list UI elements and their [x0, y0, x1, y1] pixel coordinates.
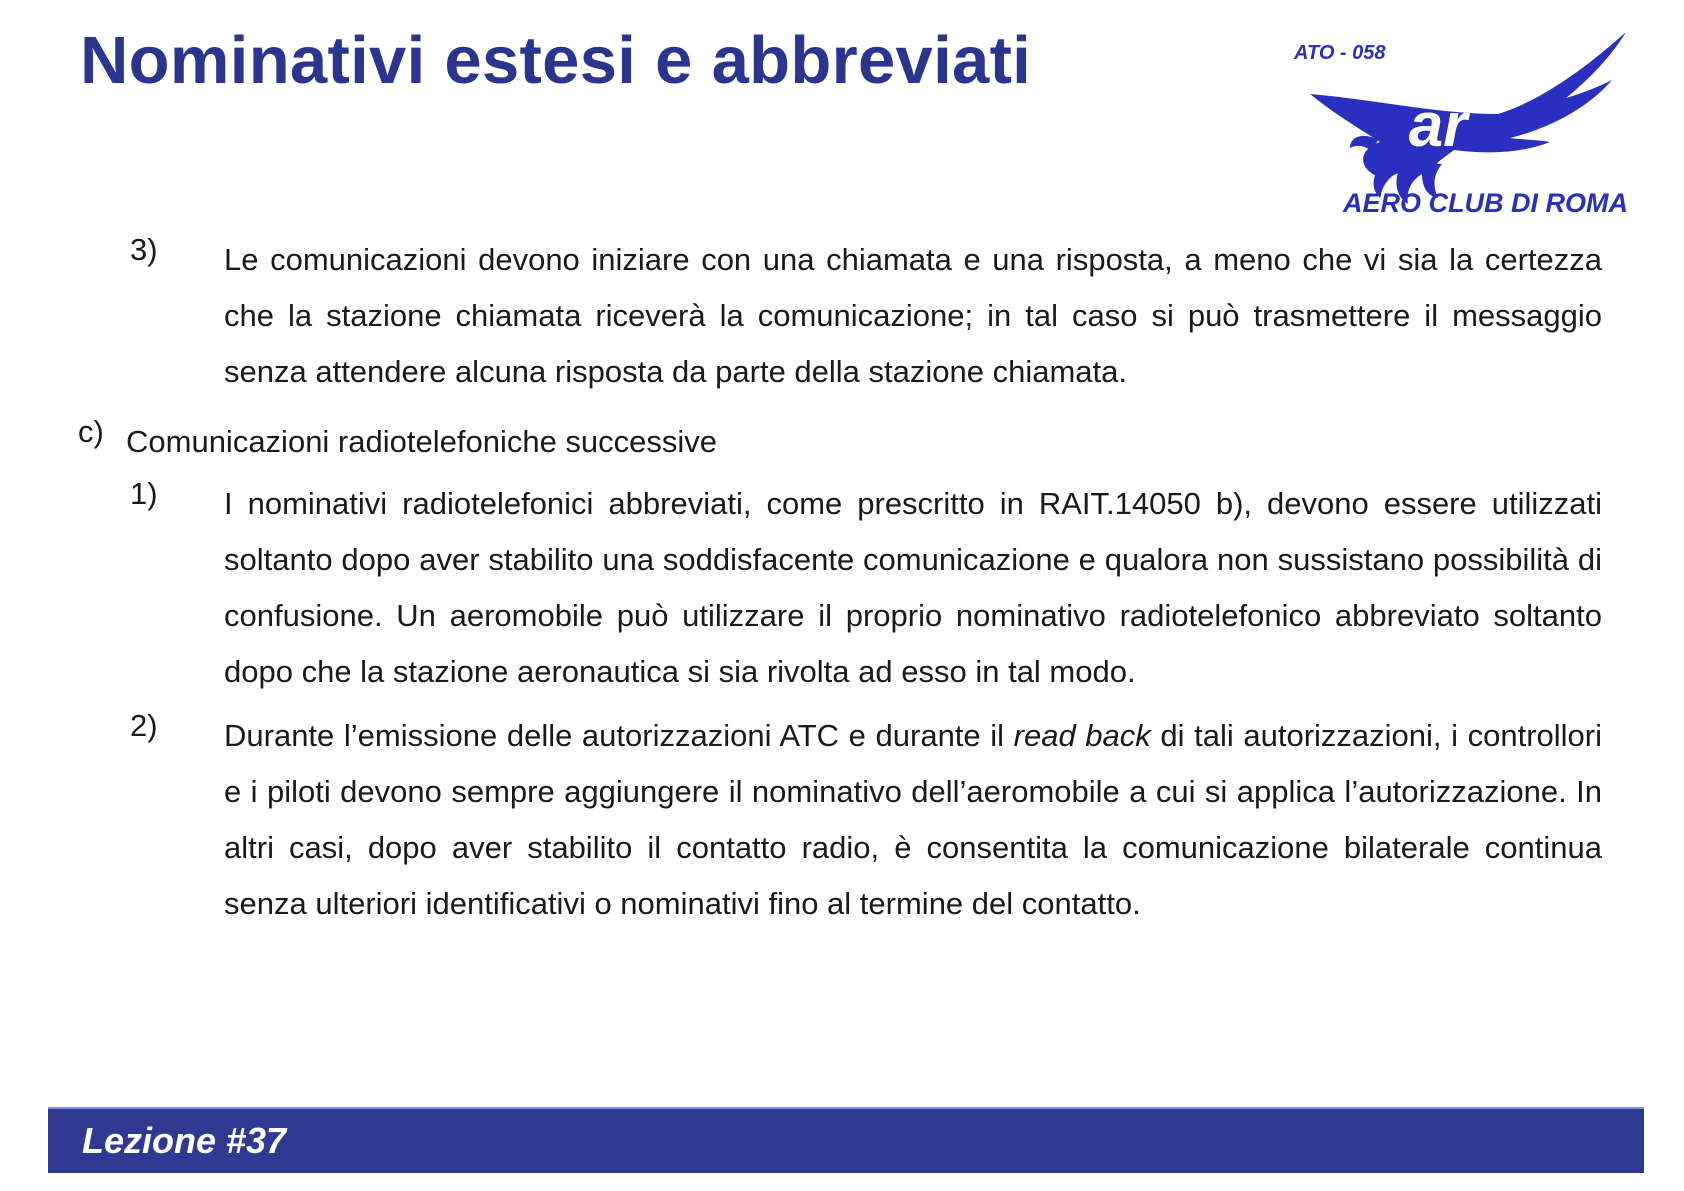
paragraph [176, 708, 1602, 932]
paragraph: I nominativi radiotelefonici abbreviati, come prescritto in RAIT.14050 b), devono essere utilizzati soltanto dopo aver stabilito una soddisfacente comunicazione e qualora non sussistano possibilità di confusione. Un aeromobile può utilizzare il proprio nominativo radiotelefonico abbreviato soltanto dopo che la stazione aeronautica si sia rivolta ad esso in tal modo. [224, 486, 1602, 689]
slide-title: Nominativi estesi e abbreviati [80, 23, 1032, 98]
list-marker: 1) [130, 476, 158, 511]
paragraph-text: di tali autorizzazioni, i controllori e i piloti devono sempre aggiungere il nominativo dell’aeromobile a cui si applica l’autorizzazione. In altri casi, dopo aver stabilito il contatto radio, è consentita la comunicazione bilaterale continua senza ulteriori identificativi o nominativi fino al termine del contatto. [224, 718, 1603, 921]
paragraph-italic-term: read back [1013, 718, 1151, 753]
footer-bar [48, 1109, 1644, 1173]
lesson-label: Lezione #37 [82, 1120, 287, 1161]
paragraph: Le comunicazioni devono iniziare con una chiamata e una risposta, a meno che vi sia la certezza che la stazione chiamata riceverà la comunicazione; in tal caso si può trasmettere il messaggio senza attendere alcuna risposta da parte della stazione chiamata. [224, 242, 1602, 389]
section-marker: c) [78, 414, 104, 449]
list-marker: 2) [130, 708, 158, 743]
paragraph-text: Durante l’emissione delle autorizzazioni ATC e durante il [224, 718, 1014, 753]
list-item [78, 708, 1602, 932]
logo-name: AERO CLUB DI ROMA [1343, 188, 1628, 218]
list-item [78, 232, 1602, 400]
section-title: Comunicazioni radiotelefoniche successive [126, 424, 718, 459]
aero-club-logo [1288, 28, 1628, 228]
list-item [78, 476, 1602, 700]
slide-content [78, 232, 1602, 932]
logo-code: ATO - 058 [1294, 42, 1386, 64]
logo-monogram: ar [1408, 91, 1468, 160]
section-heading [78, 414, 1602, 470]
list-marker: 3) [130, 232, 158, 267]
